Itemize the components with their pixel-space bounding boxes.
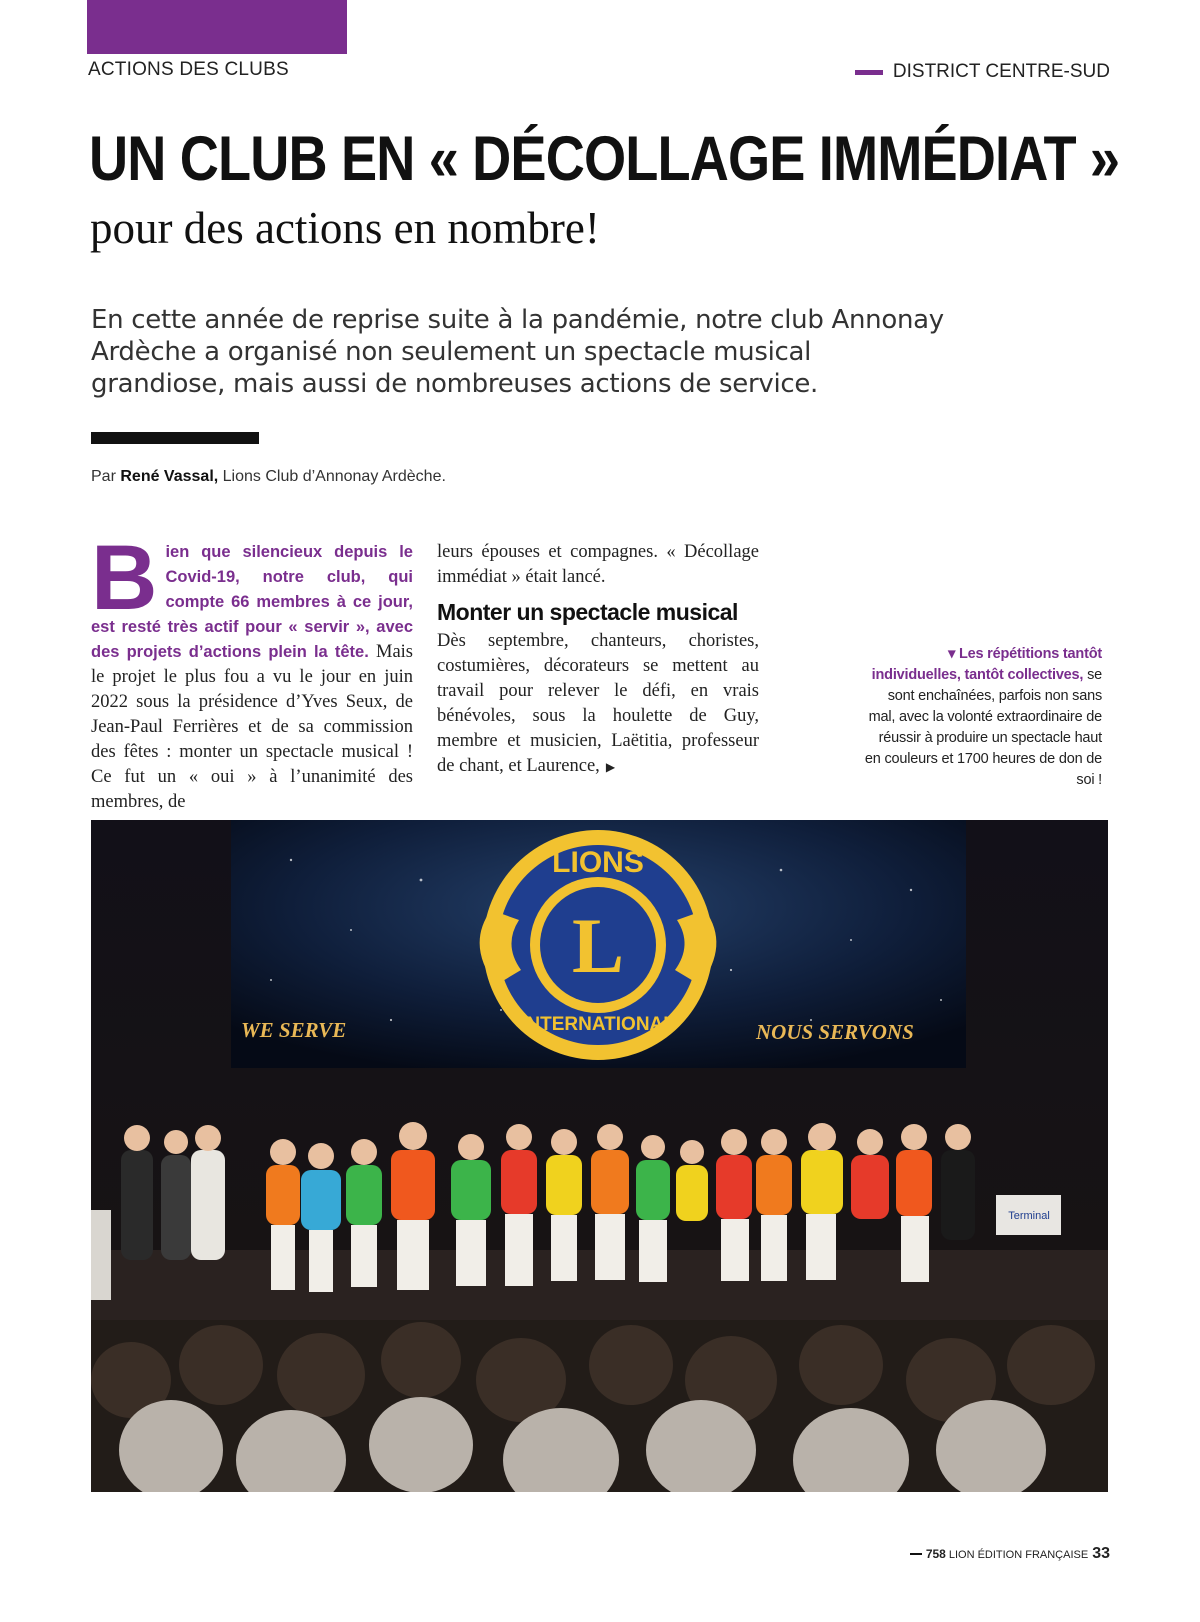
- column-2-paragraph-2: [437, 629, 759, 780]
- district-label: [855, 61, 1110, 83]
- stage-photo-illustration: [91, 820, 1108, 1492]
- section-label: ACTIONS DES CLUBS: [88, 59, 289, 80]
- top-accent-bar: [87, 0, 347, 54]
- logo-bottom-text: INTERNATIONAL: [521, 1014, 675, 1035]
- page-footer: [910, 1545, 1110, 1563]
- article-intro: En cette année de reprise suite à la pandémie, notre club Annonay Ardèche a organisé non seulement un spectacle musical grandiose, mais aussi de nombreuses actions de service.: [91, 305, 944, 399]
- footer-publication: LION ÉDITION FRANÇAISE: [948, 1549, 1089, 1561]
- byline-prefix: Par: [91, 468, 116, 485]
- intro-rule: [91, 432, 259, 444]
- column-2-paragraph-1: leurs épouses et compagnes. « Décollage immédiat » était lancé.: [437, 542, 759, 587]
- we-serve-motto: WE SERVE: [241, 1018, 347, 1042]
- footer-dash: [910, 1553, 922, 1555]
- nous-servons-motto: NOUS SERVONS: [756, 1020, 914, 1044]
- article-subtitle: pour des actions en nombre!: [90, 203, 600, 253]
- article-column-2: [437, 540, 759, 780]
- stage-sign-text: Terminal: [1008, 1210, 1050, 1222]
- district-dash: [855, 70, 883, 75]
- footer-issue: 758: [925, 1547, 946, 1561]
- article-column-1: [91, 527, 414, 815]
- drop-cap: B: [91, 527, 158, 629]
- page-number: 33: [1092, 1545, 1110, 1562]
- left-stage-panel: [91, 1210, 111, 1300]
- article-lede: ien que silencieux depuis le Covid-19, notre club, qui compte 66 membres à ce jour, est resté très actif pour « servir », avec des projets d’actions plein la tête.: [91, 543, 413, 661]
- logo-letter: L: [571, 902, 625, 989]
- article-title: UN CLUB EN « DÉCOLLAGE IMMÉDIAT »: [89, 124, 1120, 194]
- caption-highlight: ▾ Les répétitions tantôt individuelles, tantôt collectives,: [871, 646, 1102, 683]
- section-subheading: Monter un spectacle musical: [437, 599, 738, 625]
- photo-caption: [862, 644, 1102, 791]
- column-1-body: Mais le projet le plus fou a vu le jour en juin 2022 sous la présidence d’Yves Seux, de Jean-Paul Ferrières et de sa commission des fêtes : monter un spectacle musical ! Ce fut un « oui » à l’unanimité des membres, de: [91, 642, 414, 812]
- caption-text: se sont enchaînées, parfois non sans mal, avec la volonté extraordinaire de réussir à produire un spectacle haut en couleurs et 1700 heures de don de soi !: [864, 667, 1102, 788]
- district-text: DISTRICT CENTRE-SUD: [892, 61, 1110, 82]
- byline-club: Lions Club d’Annonay Ardèche.: [222, 468, 446, 485]
- logo-top-text: LIONS: [552, 846, 644, 879]
- stage-photo: [91, 820, 1108, 1492]
- column-2-paragraph-2-text: Dès septembre, chanteurs, choristes, costumières, décorateurs se mettent au travail pour relever le défi, en vrais bénévoles, sous la houlette de Guy, membre et musicien, Laëtitia, professeur de chant, et Laurence,: [437, 631, 759, 776]
- continue-arrow-icon: ▶: [605, 760, 616, 774]
- byline: [91, 468, 446, 486]
- audience: [91, 1320, 1108, 1492]
- byline-author: René Vassal,: [120, 468, 219, 485]
